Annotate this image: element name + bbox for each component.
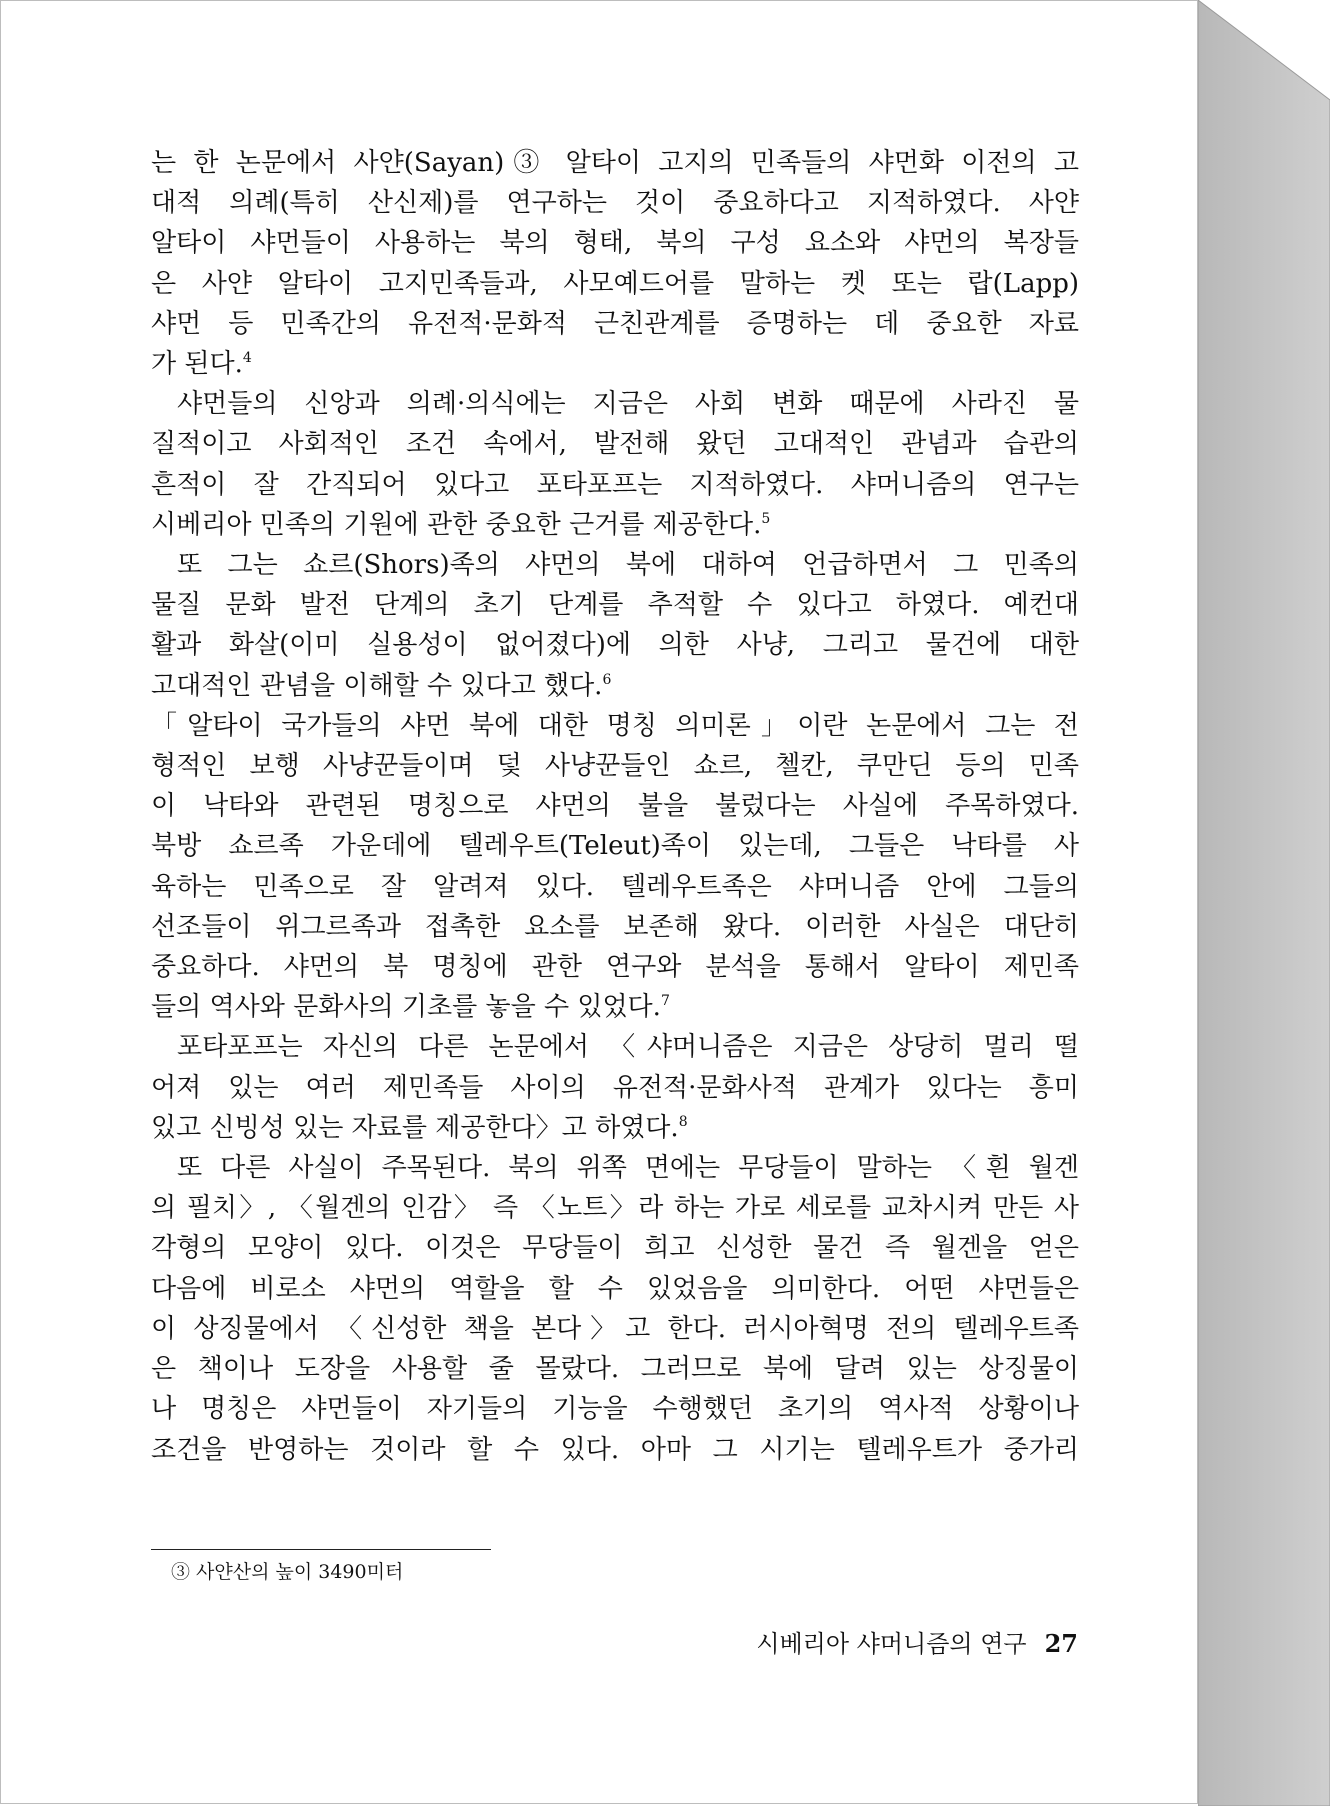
text-line: 활과 화살(이미 실용성이 없어졌다)에 의한 사냥, 그리고 물건에 대한 [151,630,1079,661]
text-line: 시베리아 민족의 기원에 관한 중요한 근거를 제공한다. [151,509,762,540]
text-line: 북방 쇼르족 가운데에 텔레우트(Teleut)족이 있는데, 그들은 낙타를 사 [151,831,1079,862]
text-line: 이 상징물에서 〈신성한 책을 본다〉고 한다. 러시아혁명 전의 텔레우트족 [151,1313,1079,1344]
text-line-last [151,1108,1079,1148]
paragraph-2 [151,384,1079,545]
text-line: 샤먼들의 신앙과 의례·의식에는 지금은 사회 변화 때문에 사라진 물 [177,389,1079,420]
running-title: 시베리아 샤머니즘의 연구 [756,1630,1027,1658]
text-line-last [151,987,1079,1027]
text-line: 들의 역사와 문화사의 기초를 놓을 수 있었다. [151,992,661,1023]
page-stack-edge [1198,0,1330,1806]
note-marker: 8 [678,1113,688,1130]
paragraph-3 [151,545,1079,706]
text-line: 의 필치〉, 〈월겐의 인감〉 즉 〈노트〉라 하는 가로 세로를 교차시켜 만든 사 [151,1193,1079,1224]
text-line-last [151,666,1079,706]
page-stack-edge-graphic [1198,0,1330,1806]
footnote: ③ 사얀산의 높이 3490미터 [171,1561,404,1583]
text-line: 어져 있는 여러 제민족들 사이의 유전적·문화사적 관계가 있다는 흥미 [151,1072,1079,1103]
text-line: 다음에 비로소 샤먼의 역할을 할 수 있었음을 의미한다. 어떤 샤먼들은 [151,1273,1079,1304]
paragraph-6 [151,1148,1079,1470]
text-line: 이 낙타와 관련된 명칭으로 샤먼의 불을 불렀다는 사실에 주목하였다. [151,791,1079,822]
text-line: 샤먼 등 민족간의 유전적·문화적 근친관계를 증명하는 데 중요한 자료 [151,308,1079,339]
text-line: 나 명칭은 샤먼들이 자기들의 기능을 수행했던 초기의 역사적 상황이나 [151,1394,1079,1425]
text-line: 흔적이 잘 간직되어 있다고 포타포프는 지적하였다. 샤머니즘의 연구는 [151,469,1079,500]
text-line: 알타이 샤먼들이 사용하는 북의 형태, 북의 구성 요소와 샤먼의 복장들 [151,228,1079,259]
note-marker: 6 [602,671,612,688]
text-line: 포타포프는 자신의 다른 논문에서 〈샤머니즘은 지금은 상당히 멀리 떨 [177,1032,1079,1063]
text-line: 또 그는 쇼르(Shors)족의 샤먼의 북에 대하여 언급하면서 그 민족의 [177,550,1079,581]
text-line: 「알타이 국가들의 샤먼 북에 대한 명칭 의미론」이란 논문에서 그는 전 [151,710,1079,741]
text-line-last [151,344,1079,384]
text-line: 질적이고 사회적인 조건 속에서, 발전해 왔던 고대적인 관념과 습관의 [151,429,1079,460]
text-line: 대적 의례(특히 산신제)를 연구하는 것이 중요하다고 지적하였다. 사얀 [151,188,1079,219]
text-line: 중요하다. 샤먼의 북 명칭에 관한 연구와 분석을 통해서 알타이 제민족 [151,952,1079,983]
footnote-divider [151,1549,491,1550]
paragraph-4 [151,706,1079,1028]
text-line: 있고 신빙성 있는 자료를 제공한다〉고 하였다. [151,1112,679,1143]
text-line: 선조들이 위그르족과 접촉한 요소를 보존해 왔다. 이러한 사실은 대단히 [151,911,1079,942]
note-marker: 4 [242,350,252,367]
text-line: 육하는 민족으로 잘 알려져 있다. 텔레우트족은 샤머니즘 안에 그들의 [151,871,1079,902]
note-marker: 7 [660,993,670,1010]
text-line: 은 사얀 알타이 고지민족들과, 사모예드어를 말하는 켓 또는 랍(Lapp) [151,268,1079,299]
text-line: 형적인 보행 사냥꾼들이며 덫 사냥꾼들인 쇼르, 첼칸, 쿠만딘 등의 민족 [151,751,1079,782]
text-line: 물질 문화 발전 단계의 초기 단계를 추적할 수 있다고 하였다. 예컨대 [151,590,1079,621]
text-line: 또 다른 사실이 주목된다. 북의 위쪽 면에는 무당들이 말하는 〈흰 월겐 [177,1153,1079,1184]
text-line-last [151,505,1079,545]
paragraph-1 [151,143,1079,384]
text-line: 은 책이나 도장을 사용할 줄 몰랐다. 그러므로 북에 달려 있는 상징물이 [151,1354,1079,1385]
paragraph-5 [151,1027,1079,1148]
note-marker: 5 [761,510,771,527]
text-line: 조건을 반영하는 것이라 할 수 있다. 아마 그 시기는 텔레우트가 중가리 [151,1434,1079,1465]
text-line: 고대적인 관념을 이해할 수 있다고 했다. [151,670,603,701]
text-line: 가 된다. [151,349,243,380]
running-footer [698,1624,1078,1659]
text-line: 각형의 모양이 있다. 이것은 무당들이 희고 신성한 물건 즉 월겐을 얻은 [151,1233,1079,1264]
text-line: 는 한 논문에서 사얀(Sayan)③ 알타이 고지의 민족들의 샤먼화 이전의 고 [151,148,1079,178]
page-number: 27 [1044,1629,1078,1658]
body-text [151,143,1079,1470]
